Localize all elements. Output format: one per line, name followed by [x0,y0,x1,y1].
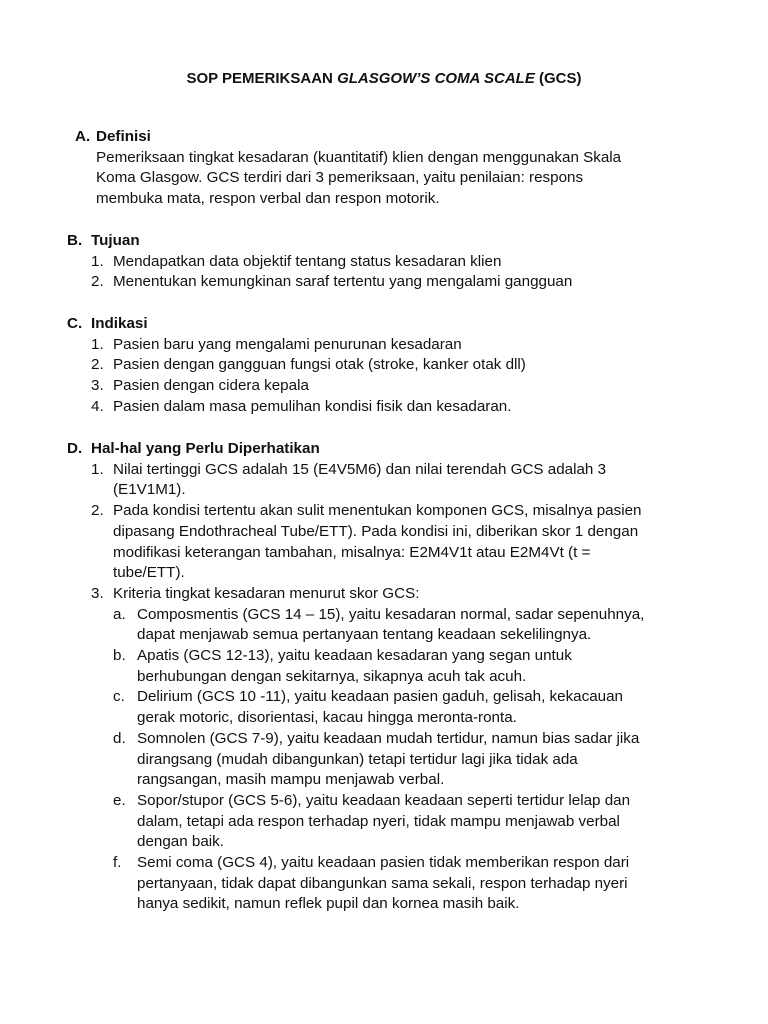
section-letter: A. [75,128,91,145]
sub-item-letter: d. [113,729,126,747]
section-heading-text: Definisi [96,128,151,145]
item-line: tube/ETT). [113,564,185,582]
sub-item-letter: b. [113,647,126,665]
item-line: modifikasi keterangan tambahan, misalnya: E2M4V1t atau E2M4Vt (t = [113,543,591,561]
section-heading-text: Hal-hal yang Perlu Diperhatikan [91,440,320,457]
sub-item-line: berhubungan dengan sekitarnya, sikapnya acuh tak acuh. [137,667,527,685]
section-heading [0,439,768,460]
list-item [0,460,688,501]
sub-item-line: rangsangan, masih mampu menjawab verbal. [137,771,445,789]
sub-item-line: Somnolen (GCS 7-9), yaitu keadaan mudah tertidur, namun bias sadar jika [137,729,640,747]
sub-item-line: Semi coma (GCS 4), yaitu keadaan pasien tidak memberikan respon dari [137,854,630,872]
sub-item-line: dalam, tetapi ada respon terhadap nyeri, tidak mampu menjawab verbal [137,812,620,830]
item-line: Pasien baru yang mengalami penurunan kesadaran [113,335,462,353]
sub-list-item [0,605,689,646]
list-item [0,376,688,397]
document-title [0,69,768,89]
list-item [0,335,688,356]
list-item [0,252,688,273]
item-line: Mendapatkan data objektif tentang status kesadaran klien [113,252,502,270]
item-line: Pasien dalam masa pemulihan kondisi fisik dan kesadaran. [113,397,512,415]
title-prefix: SOP PEMERIKSAAN [186,70,338,87]
paragraph-line: membuka mata, respon verbal dan respon motorik. [96,190,440,208]
sub-item-line: pertanyaan, tidak dapat dibangunkan sama sekali, respon terhadap nyeri [137,874,628,892]
sub-item-letter: e. [113,791,126,809]
item-number: 2. [91,502,104,520]
sub-item-line: dapat menjawab semua pertanyaan tentang keadaan sekelilingnya. [137,626,592,644]
list-item [0,272,688,293]
list-item [0,584,688,605]
title-suffix: (GCS) [534,70,582,87]
item-line: Menentukan kemungkinan saraf tertentu yang mengalami gangguan [113,273,573,291]
sub-item-letter: c. [113,688,125,706]
sub-item-letter: f. [113,854,122,872]
item-line: Pasien dengan cidera kepala [113,377,309,395]
sub-item-line: Sopor/stupor (GCS 5-6), yaitu keadaan keadaan seperti tertidur lelap dan [137,791,631,809]
section-hal-hal [0,439,768,915]
section-letter: D. [67,440,83,457]
sub-item-line: Delirium (GCS 10 -11), yaitu keadaan pasien gaduh, gelisah, kekacauan [137,688,623,706]
definition-paragraph [96,148,676,210]
item-line: Pada kondisi tertentu akan sulit menentukan komponen GCS, misalnya pasien [113,502,642,520]
section-indikasi [0,314,768,418]
sub-item-line: hanya sedikit, namun reflek pupil dan kornea masih baik. [137,895,520,913]
section-heading [0,127,768,148]
sub-item-line: Apatis (GCS 12-13), yaitu keadaan kesadaran yang segan untuk [137,647,572,665]
sub-item-line: dengan baik. [137,833,224,851]
list-item [0,397,688,418]
section-heading [0,231,768,252]
item-number: 1. [91,335,104,353]
item-line: Pasien dengan gangguan fungsi otak (stroke, kanker otak dll) [113,356,526,374]
item-line: Nilai tertinggi GCS adalah 15 (E4V5M6) dan nilai terendah GCS adalah 3 [113,460,607,478]
sub-list-item [0,646,689,687]
sub-list-item [0,729,689,791]
title-italic: GLASGOW’S COMA SCALE [337,70,535,87]
sub-item-line: Composmentis (GCS 14 – 15), yaitu kesadaran normal, sadar sepenuhnya, [137,605,645,623]
item-line: (E1V1M1). [113,481,186,499]
item-number: 2. [91,356,104,374]
section-tujuan [0,231,768,293]
sub-item-letter: a. [113,605,126,623]
item-number: 3. [91,377,104,395]
sub-list-item [0,687,689,728]
section-definisi [0,127,768,210]
item-number: 4. [91,397,104,415]
sub-item-line: gerak motoric, disorientasi, kacau hingga meronta-ronta. [137,709,517,727]
item-number: 3. [91,584,104,602]
item-line: dipasang Endothracheal Tube/ETT). Pada kondisi ini, diberikan skor 1 dengan [113,522,639,540]
section-letter: B. [67,232,83,249]
sub-item-line: dirangsang (mudah dibangunkan) tetapi tertidur lagi jika tidak ada [137,750,578,768]
section-heading-text: Tujuan [91,232,140,249]
section-letter: C. [67,315,83,332]
list-item [0,355,688,376]
item-number: 1. [91,252,104,270]
sub-list-item [0,853,689,915]
paragraph-line: Pemeriksaan tingkat kesadaran (kuantitatif) klien dengan menggunakan Skala [96,148,622,166]
list-item [0,501,688,584]
paragraph-line: Koma Glasgow. GCS terdiri dari 3 pemeriksaan, yaitu penilaian: respons [96,169,584,187]
section-heading-text: Indikasi [91,315,148,332]
item-number: 1. [91,460,104,478]
section-heading [0,314,768,335]
item-number: 2. [91,273,104,291]
sub-list-item [0,791,689,853]
item-line: Kriteria tingkat kesadaran menurut skor GCS: [113,584,420,602]
